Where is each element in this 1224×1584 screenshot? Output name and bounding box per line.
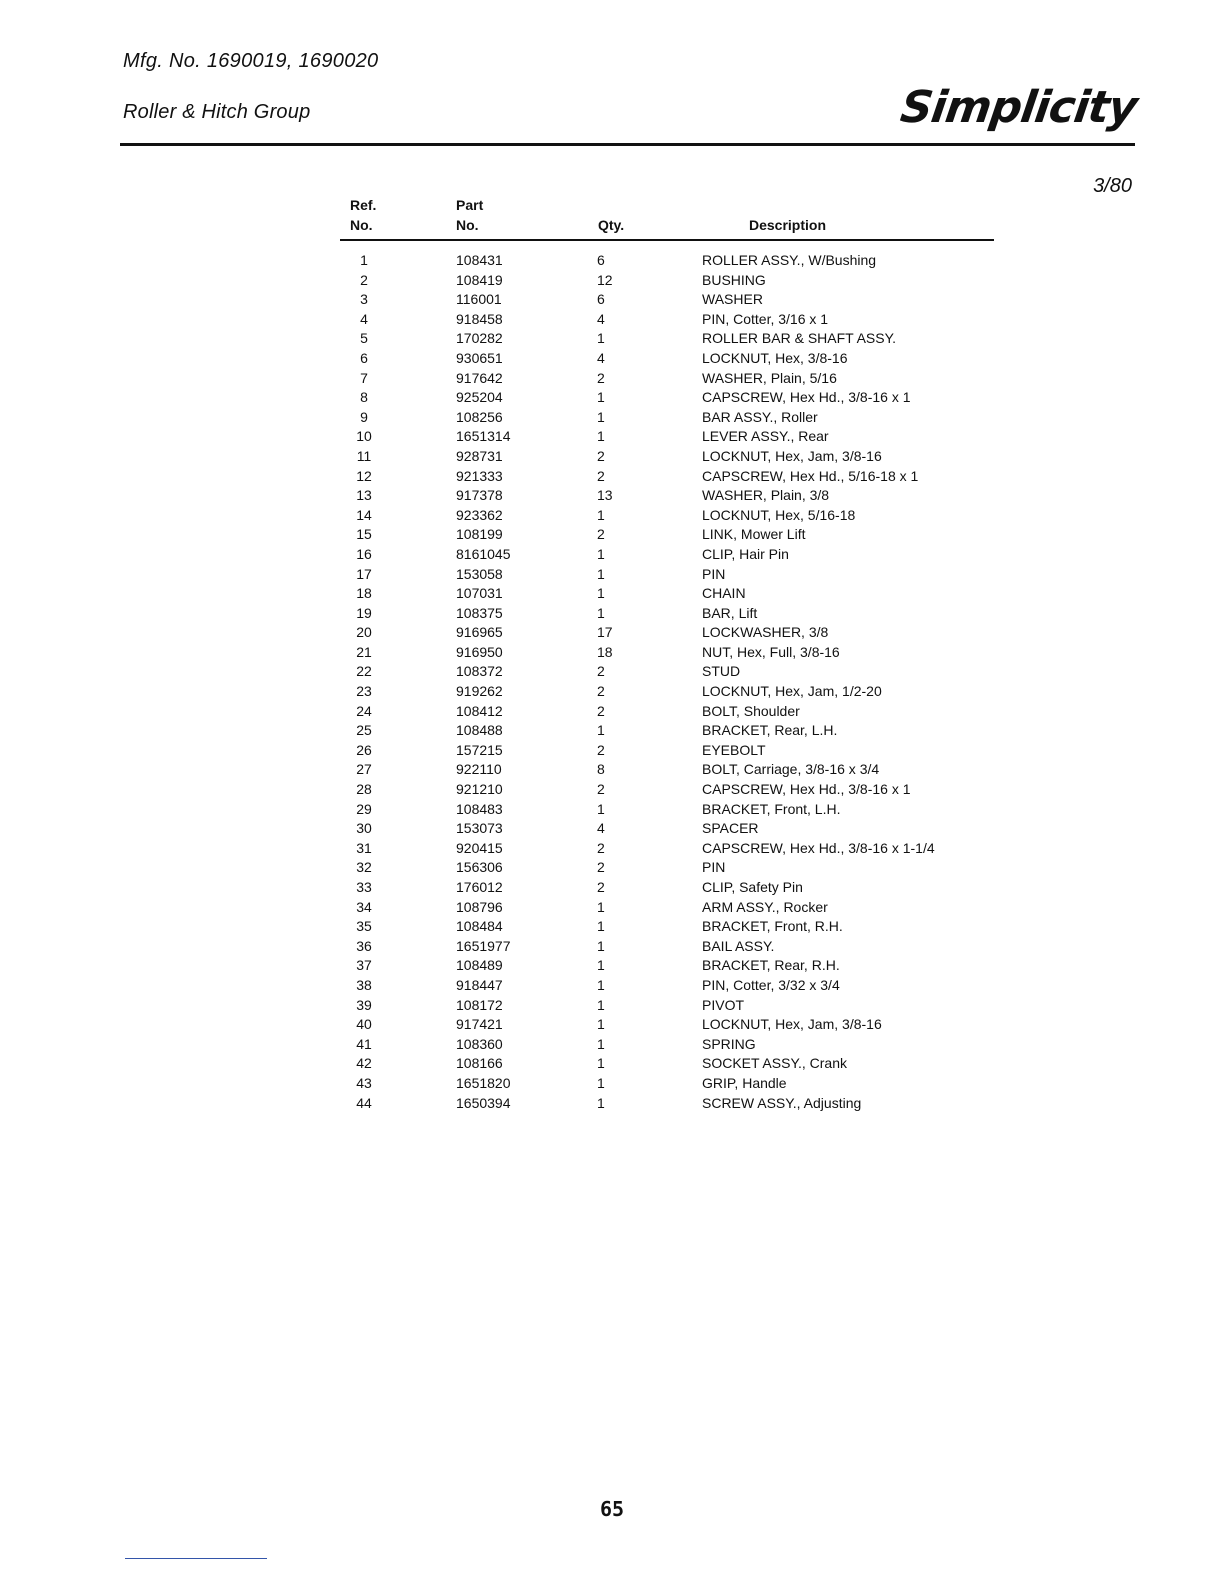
quantity-cell: 2 [597,526,605,543]
part-number-cell: 919262 [456,683,503,700]
part-number-cell: 108199 [456,526,503,543]
ref-cell: 26 [356,741,372,758]
description-cell: WASHER, Plain, 5/16 [702,369,837,386]
part-number-cell: 1651820 [456,1074,511,1091]
description-cell: PIN [702,565,726,582]
table-row [340,917,994,937]
part-number-cell: 925204 [456,389,503,406]
table-row [340,682,994,702]
part-number-cell: 917642 [456,369,503,386]
ref-cell: 23 [356,683,372,700]
description-cell: LOCKNUT, Hex, 5/16-18 [702,506,856,523]
quantity-cell: 1 [597,428,605,445]
description-cell: BAR, Lift [702,604,758,621]
table-row [340,1074,994,1094]
table-row [340,741,994,761]
description-cell: PIN [702,859,726,876]
description-cell: SCREW ASSY., Adjusting [702,1094,862,1111]
ref-cell: 30 [356,820,372,837]
table-row [340,388,994,408]
table-row [340,506,994,526]
ref-cell: 4 [360,310,368,327]
description-cell: SOCKET ASSY., Crank [702,1055,847,1072]
ref-cell: 21 [356,643,372,660]
part-number-cell: 108484 [456,918,503,935]
part-number-cell: 930651 [456,349,503,366]
part-number-cell: 108489 [456,957,503,974]
description-cell: BAR ASSY., Roller [702,408,818,425]
table-row [340,996,994,1016]
quantity-cell: 12 [597,271,613,288]
description-cell: ROLLER BAR & SHAFT ASSY. [702,330,897,347]
part-number-cell: 153073 [456,820,503,837]
part-number-cell: 1650394 [456,1094,511,1111]
ref-cell: 42 [356,1055,372,1072]
table-row [340,623,994,643]
page-number: 65 [599,1497,625,1521]
part-number-cell: 107031 [456,585,503,602]
quantity-cell: 2 [597,859,605,876]
part-number-cell: 918458 [456,310,503,327]
quantity-cell: 1 [597,722,605,739]
table-row [340,800,994,820]
table-row [340,251,994,271]
table-row [340,839,994,859]
description-header: Description [749,217,827,233]
quantity-cell: 1 [597,545,605,562]
description-cell: CLIP, Hair Pin [702,545,789,562]
brand-logo: Simplicity [897,82,1140,133]
table-row [340,662,994,682]
description-cell: SPACER [702,820,759,837]
description-cell: CAPSCREW, Hex Hd., 5/16-18 x 1 [702,467,919,484]
ref-cell: 20 [356,624,372,641]
quantity-cell: 2 [597,663,605,680]
description-cell: BUSHING [702,271,766,288]
description-cell: CHAIN [702,585,746,602]
ref-cell: 35 [356,918,372,935]
table-row [340,290,994,310]
part-number-cell: 176012 [456,879,503,895]
quantity-cell: 1 [597,565,605,582]
quantity-cell: 1 [597,1016,605,1033]
ref-cell: 19 [356,604,372,621]
description-cell: STUD [702,663,741,680]
parts-table [340,195,994,1113]
ref-header-line2: No. [350,217,373,233]
part-number-cell: 921210 [456,781,503,798]
quantity-cell: 1 [597,1055,605,1072]
ref-cell: 1 [360,252,368,268]
description-cell: CAPSCREW, Hex Hd., 3/8-16 x 1 [702,781,911,798]
ref-cell: 8 [360,389,368,406]
table-row [340,584,994,604]
part-number-cell: 108431 [456,252,503,268]
ref-cell: 10 [356,428,372,445]
quantity-cell: 1 [597,506,605,523]
ref-cell: 24 [356,702,372,719]
ref-cell: 11 [356,447,372,464]
table-row [340,486,994,506]
description-cell: WASHER, Plain, 3/8 [702,487,830,504]
table-row [340,937,994,957]
description-cell: WASHER [702,291,763,308]
ref-cell: 44 [356,1094,372,1111]
table-row [340,271,994,291]
quantity-cell: 2 [597,879,605,895]
quantity-cell: 2 [597,741,605,758]
part-number-cell: 108412 [456,702,503,719]
quantity-cell: 6 [597,291,605,308]
quantity-cell: 4 [597,310,605,327]
ref-cell: 33 [356,879,372,895]
ref-cell: 16 [356,545,372,562]
quantity-cell: 8 [597,761,605,778]
table-header [340,195,994,241]
part-number-cell: 157215 [456,741,503,758]
part-number-cell: 917378 [456,487,503,504]
description-cell: BAIL ASSY. [702,937,775,954]
part-number-cell: 108419 [456,271,503,288]
quantity-cell: 1 [597,937,605,954]
quantity-cell: 4 [597,820,605,837]
revision-date: 3/80 [1093,175,1132,197]
ref-cell: 32 [356,859,372,876]
table-row [340,643,994,663]
description-cell: LOCKNUT, Hex, Jam, 3/8-16 [702,447,882,464]
ref-cell: 5 [360,330,368,347]
description-cell: CLIP, Safety Pin [702,879,803,895]
description-cell: CAPSCREW, Hex Hd., 3/8-16 x 1-1/4 [702,839,935,856]
ref-cell: 2 [360,271,368,288]
table-row [340,447,994,467]
ref-cell: 13 [356,487,372,504]
table-row [340,1054,994,1074]
part-number-cell: 917421 [456,1016,503,1033]
ref-cell: 15 [356,526,372,543]
table-row [340,780,994,800]
table-row [340,408,994,428]
quantity-cell: 2 [597,781,605,798]
quantity-cell: 1 [597,408,605,425]
table-row [340,878,994,898]
ref-cell: 25 [356,722,372,739]
table-row [340,819,994,839]
ref-cell: 12 [356,467,372,484]
description-cell: NUT, Hex, Full, 3/8-16 [702,643,840,660]
part-header-line1: Part [456,197,484,213]
ref-cell: 18 [356,585,372,602]
description-cell: ARM ASSY., Rocker [702,898,828,915]
description-cell: ROLLER ASSY., W/Bushing [702,252,877,268]
ref-cell: 41 [356,1035,372,1052]
ref-cell: 7 [360,369,368,386]
part-number-cell: 918447 [456,976,503,993]
part-number-cell: 108166 [456,1055,503,1072]
manufacturer-number: Mfg. No. 1690019, 1690020 [123,50,379,72]
part-number-cell: 928731 [456,447,503,464]
part-number-cell: 108796 [456,898,503,915]
table-row [340,565,994,585]
part-number-cell: 1651314 [456,428,511,445]
ref-cell: 29 [356,800,372,817]
description-cell: LEVER ASSY., Rear [702,428,829,445]
quantity-cell: 2 [597,369,605,386]
table-row [340,1094,994,1114]
description-cell: BRACKET, Front, L.H. [702,800,841,817]
description-cell: LOCKWASHER, 3/8 [702,624,829,641]
ref-header-line1: Ref. [350,197,377,213]
ref-cell: 27 [356,761,372,778]
table-row [340,427,994,447]
description-cell: LOCKNUT, Hex, Jam, 3/8-16 [702,1016,882,1033]
ref-cell: 17 [356,565,372,582]
quantity-cell: 4 [597,349,605,366]
table-row [340,1035,994,1055]
description-cell: BRACKET, Front, R.H. [702,918,843,935]
table-row [340,760,994,780]
quantity-cell: 1 [597,604,605,621]
part-number-cell: 923362 [456,506,503,523]
part-number-cell: 108172 [456,996,503,1013]
footer-line [125,1558,267,1559]
part-number-cell: 916965 [456,624,503,641]
ref-cell: 3 [360,291,368,308]
quantity-cell: 1 [597,330,605,347]
quantity-cell: 2 [597,839,605,856]
quantity-cell: 1 [597,957,605,974]
description-cell: EYEBOLT [702,741,766,758]
table-row [340,604,994,624]
quantity-cell: 2 [597,467,605,484]
part-number-cell: 108360 [456,1035,503,1052]
quantity-cell: 1 [597,918,605,935]
quantity-cell: 1 [597,1094,605,1111]
ref-cell: 6 [360,349,368,366]
ref-cell: 40 [356,1016,372,1033]
part-number-cell: 920415 [456,839,503,856]
quantity-cell: 1 [597,1035,605,1052]
table-row [340,349,994,369]
ref-cell: 34 [356,898,372,915]
part-number-cell: 108256 [456,408,503,425]
table-row [340,369,994,389]
part-number-cell: 153058 [456,565,503,582]
description-cell: BRACKET, Rear, R.H. [702,957,840,974]
description-cell: SPRING [702,1035,756,1052]
table-row [340,329,994,349]
ref-cell: 14 [356,506,372,523]
part-number-cell: 916950 [456,643,503,660]
description-cell: LOCKNUT, Hex, Jam, 1/2-20 [702,683,882,700]
table-row [340,858,994,878]
quantity-cell: 6 [597,252,605,268]
part-number-cell: 922110 [456,761,502,778]
description-cell: BRACKET, Rear, L.H. [702,722,838,739]
table-row [340,721,994,741]
quantity-cell: 1 [597,996,605,1013]
part-number-cell: 921333 [456,467,503,484]
quantity-cell: 2 [597,702,605,719]
description-cell: PIN, Cotter, 3/32 x 3/4 [702,976,840,993]
description-cell: BOLT, Carriage, 3/8-16 x 3/4 [702,761,880,778]
ref-cell: 36 [356,937,372,954]
description-cell: PIVOT [702,996,745,1013]
ref-cell: 22 [356,663,372,680]
quantity-cell: 1 [597,898,605,915]
table-row [340,1015,994,1035]
table-row [340,956,994,976]
ref-cell: 38 [356,976,372,993]
part-number-cell: 116001 [456,291,502,308]
table-row [340,898,994,918]
table-row [340,525,994,545]
ref-cell: 37 [356,957,372,974]
ref-cell: 31 [356,839,372,856]
part-number-cell: 108488 [456,722,503,739]
quantity-cell: 2 [597,683,605,700]
table-row [340,702,994,722]
table-row [340,310,994,330]
quantity-cell: 17 [597,624,613,641]
part-number-cell: 8161045 [456,545,511,562]
ref-cell: 9 [360,408,368,425]
part-number-cell: 1651977 [456,937,511,954]
description-cell: CAPSCREW, Hex Hd., 3/8-16 x 1 [702,389,911,406]
table-row [340,976,994,996]
ref-cell: 43 [356,1074,372,1091]
quantity-cell: 1 [597,585,605,602]
description-cell: BOLT, Shoulder [702,702,800,719]
quantity-cell: 1 [597,389,605,406]
table-row [340,467,994,487]
part-number-cell: 108372 [456,663,503,680]
table-row [340,545,994,565]
quantity-cell: 1 [597,1074,605,1091]
quantity-cell: 1 [597,800,605,817]
quantity-cell: 18 [597,643,613,660]
part-number-cell: 108483 [456,800,503,817]
part-number-cell: 108375 [456,604,503,621]
part-number-cell: 156306 [456,859,503,876]
ref-cell: 39 [356,996,372,1013]
part-number-cell: 170282 [456,330,503,347]
ref-cell: 28 [356,781,372,798]
qty-header: Qty. [598,217,625,233]
quantity-cell: 13 [597,487,613,504]
header-rule [120,143,1135,146]
quantity-cell: 2 [597,447,605,464]
table-body [340,251,994,1113]
description-cell: LOCKNUT, Hex, 3/8-16 [702,349,848,366]
group-title: Roller & Hitch Group [123,101,311,123]
part-header-line2: No. [456,217,479,233]
description-cell: LINK, Mower Lift [702,526,806,543]
description-cell: GRIP, Handle [702,1074,787,1091]
quantity-cell: 1 [597,976,605,993]
description-cell: PIN, Cotter, 3/16 x 1 [702,310,829,327]
